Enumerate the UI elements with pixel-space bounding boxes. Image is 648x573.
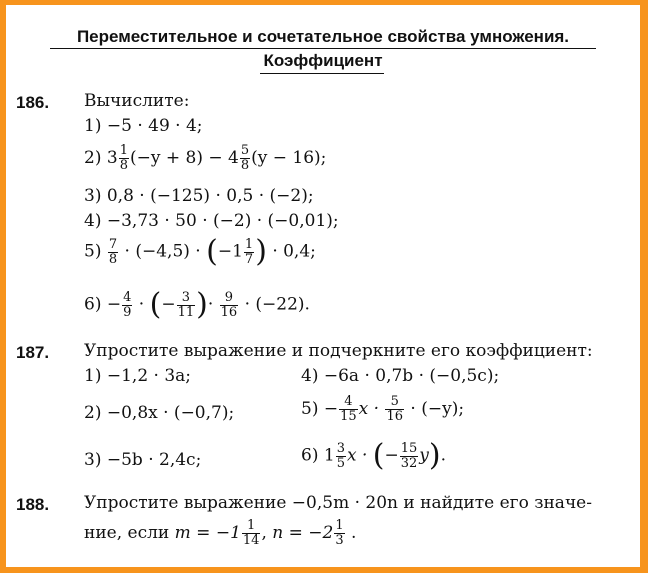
title-underline-2	[260, 73, 384, 74]
problem-186-item-6: 6) − $\frac{4}{9}$ · (− $\frac{3}{11}$ )· $\frac{9}{16}$ · (−22).	[84, 287, 310, 322]
problem-187-instruction: Упростите выражение и подчеркните его коэффициент:	[84, 341, 593, 361]
problem-186-item-4: 4) −3,73 · 50 · (−2) · (−0,01);	[84, 211, 339, 231]
problem-186-item-2: 2) 3 $\frac{1}{8}$ (−y + 8) − 4 $\frac{5}{8}$ (y − 16);	[84, 143, 327, 173]
problem-186-number: 186.	[16, 93, 50, 112]
problem-187-item-1: 1) −1,2 · 3a;	[84, 366, 192, 386]
fraction: $\frac{1}{8}$	[119, 143, 128, 173]
fraction: $\frac{7}{8}$	[108, 236, 118, 267]
problem-187-item-4: 4) −6a · 0,7b · (−0,5c);	[301, 366, 500, 386]
problem-186-item-3: 3) 0,8 · (−125) · 0,5 · (−2);	[84, 186, 314, 206]
fraction: $\frac{5}{8}$	[240, 143, 250, 173]
textbook-page	[6, 5, 640, 567]
problem-188-number: 188.	[16, 495, 50, 514]
problem-188-line-2: ние, если m = −1 $\frac{1}{14}$ , n = −2 $\frac{1}{3}$ .	[84, 518, 357, 548]
fraction: $\frac{4}{15}$	[340, 394, 357, 424]
page-title-line2: Коэффициент	[263, 51, 383, 70]
problem-186-instruction: Вычислите:	[84, 91, 190, 111]
fraction: $\frac{9}{16}$	[220, 289, 238, 320]
problem-186-item-5: 5) $\frac{7}{8}$ · (−4,5) · (−1 $\frac{1}{7}$ ) · 0,4;	[84, 234, 316, 269]
fraction: $\frac{4}{9}$	[123, 289, 132, 320]
fraction: $\frac{3}{11}$	[177, 289, 195, 320]
problem-187-number: 187.	[16, 343, 50, 362]
problem-187-item-2: 2) −0,8x · (−0,7);	[84, 403, 235, 423]
fraction: $\frac{1}{7}$	[244, 236, 254, 267]
fraction: $\frac{3}{5}$	[336, 440, 345, 471]
problem-187-item-5: 5) − $\frac{4}{15}$ x · $\frac{5}{16}$ · (−y);	[301, 394, 465, 424]
fraction: $\frac{1}{3}$	[335, 518, 344, 548]
fraction: $\frac{1}{14}$	[242, 518, 260, 548]
problem-187-item-6: 6) 1 $\frac{3}{5}$ x · (− $\frac{15}{32}$ y).	[301, 438, 447, 473]
fraction: $\frac{15}{32}$	[400, 440, 418, 471]
title-underline	[50, 48, 596, 49]
page-title-line1: Переместительное и сочетательное свойства умножения.	[76, 27, 570, 46]
fraction: $\frac{5}{16}$	[386, 394, 404, 424]
problem-188-line-1: Упростите выражение −0,5m · 20n и найдите его значе-	[84, 493, 592, 513]
problem-187-item-3: 3) −5b · 2,4c;	[84, 450, 202, 470]
problem-186-item-1: 1) −5 · 49 · 4;	[84, 116, 203, 136]
